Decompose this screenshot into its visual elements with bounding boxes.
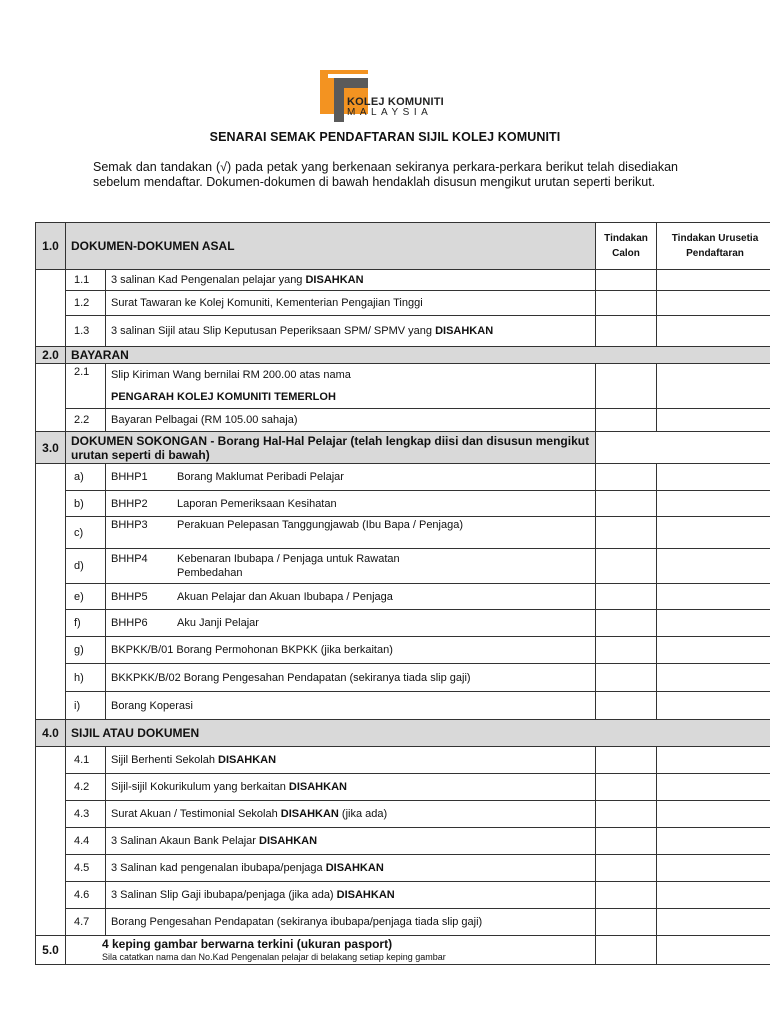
section-title: BAYARAN xyxy=(66,347,770,364)
item-number: 2.2 xyxy=(66,409,106,432)
item-number: 4.5 xyxy=(66,855,106,882)
checklist-row xyxy=(36,747,770,774)
item-number: 4.4 xyxy=(66,828,106,855)
checkbox-calon[interactable] xyxy=(596,549,657,584)
item-text: BHHP6 Aku Janji Pelajar xyxy=(106,610,596,637)
checkbox-calon[interactable] xyxy=(596,584,657,610)
item-text: 3 Salinan kad pengenalan ibubapa/penjaga DISAHKAN xyxy=(106,855,596,882)
checkbox-urusetia[interactable] xyxy=(657,409,770,432)
section-title: SIJIL ATAU DOKUMEN xyxy=(66,720,770,747)
checklist-row xyxy=(36,882,770,909)
item-number: 4.7 xyxy=(66,909,106,936)
checkbox-calon[interactable] xyxy=(596,291,657,316)
item-text: Borang Pengesahan Pendapatan (sekiranya ibubapa/penjaga tiada slip gaji) xyxy=(106,909,596,936)
checklist-row xyxy=(36,909,770,936)
checklist-row xyxy=(36,549,770,584)
checklist-row xyxy=(36,464,770,491)
item-number: h) xyxy=(66,664,106,692)
item-text: 3 salinan Sijil atau Slip Keputusan Peperiksaan SPM/ SPMV yang DISAHKAN xyxy=(106,316,596,347)
checklist-row xyxy=(36,517,770,549)
checkbox-urusetia[interactable] xyxy=(657,747,770,774)
checkbox-urusetia[interactable] xyxy=(657,637,770,664)
checkbox-urusetia[interactable] xyxy=(657,491,770,517)
section-row-5 xyxy=(36,936,770,965)
section-number: 4.0 xyxy=(36,720,66,747)
item-text: BKPKK/B/01 Borang Permohonan BKPKK (jika berkaitan) xyxy=(106,637,596,664)
checkbox-urusetia[interactable] xyxy=(657,316,770,347)
checklist-row xyxy=(36,364,770,409)
instructions-paragraph: Semak dan tandakan (√) pada petak yang berkenaan sekiranya perkara-perkara berikut telah disediakan sebelum mendaftar. Dokumen-dokumen di bawah hendaklah disusun mengikut urutan seperti berikut. xyxy=(93,160,678,189)
item-text: 3 salinan Kad Pengenalan pelajar yang DISAHKAN xyxy=(106,270,596,291)
checkbox-calon[interactable] xyxy=(596,364,657,409)
checkbox-calon[interactable] xyxy=(596,828,657,855)
item-text: Sijil Berhenti Sekolah DISAHKAN xyxy=(106,747,596,774)
item-text: Slip Kiriman Wang bernilai RM 200.00 atas nama PENGARAH KOLEJ KOMUNITI TEMERLOH xyxy=(106,364,596,409)
column-header-calon: Tindakan Calon xyxy=(596,223,657,270)
checkbox-calon[interactable] xyxy=(596,909,657,936)
section-number: 5.0 xyxy=(36,936,66,965)
checklist-table xyxy=(35,222,770,965)
checkbox-calon[interactable] xyxy=(596,936,657,965)
checkbox-urusetia[interactable] xyxy=(657,828,770,855)
checklist-row xyxy=(36,584,770,610)
item-number: 4.3 xyxy=(66,801,106,828)
checklist-row xyxy=(36,855,770,882)
item-text: 3 Salinan Akaun Bank Pelajar DISAHKAN xyxy=(106,828,596,855)
item-number: b) xyxy=(66,491,106,517)
item-text: Surat Akuan / Testimonial Sekolah DISAHKAN (jika ada) xyxy=(106,801,596,828)
checklist-row xyxy=(36,610,770,637)
kolej-komuniti-logo xyxy=(320,70,450,126)
checkbox-urusetia[interactable] xyxy=(657,664,770,692)
section-header-4 xyxy=(36,720,770,747)
item-text: BHHP4 Kebenaran Ibubapa / Penjaga untuk Rawatan Pembedahan xyxy=(106,549,596,584)
checklist-row xyxy=(36,316,770,347)
checkbox-calon[interactable] xyxy=(596,610,657,637)
item-text: BKKPKK/B/02 Borang Pengesahan Pendapatan (sekiranya tiada slip gaji) xyxy=(106,664,596,692)
document-title: SENARAI SEMAK PENDAFTARAN SIJIL KOLEJ KOMUNITI xyxy=(209,130,561,144)
item-number: 2.1 xyxy=(66,364,106,409)
checkbox-urusetia[interactable] xyxy=(657,584,770,610)
item-text: Bayaran Pelbagai (RM 105.00 sahaja) xyxy=(106,409,596,432)
checkbox-urusetia[interactable] xyxy=(657,882,770,909)
item-number: i) xyxy=(66,692,106,720)
checklist-row xyxy=(36,409,770,432)
checkbox-calon[interactable] xyxy=(596,316,657,347)
checkbox-urusetia[interactable] xyxy=(657,936,770,965)
checkbox-calon[interactable] xyxy=(596,774,657,801)
checkbox-calon[interactable] xyxy=(596,491,657,517)
checkbox-urusetia[interactable] xyxy=(657,549,770,584)
checkbox-calon[interactable] xyxy=(596,747,657,774)
item-number: 4.6 xyxy=(66,882,106,909)
checkbox-urusetia[interactable] xyxy=(657,464,770,491)
checklist-row xyxy=(36,291,770,316)
section-number: 2.0 xyxy=(36,347,66,364)
item-number: e) xyxy=(66,584,106,610)
item-text: Sijil-sijil Kokurikulum yang berkaitan DISAHKAN xyxy=(106,774,596,801)
section-title: DOKUMEN-DOKUMEN ASAL xyxy=(66,223,596,270)
logo-text-line1: KOLEJ KOMUNITI xyxy=(347,96,444,108)
checklist-row xyxy=(36,491,770,517)
checkbox-calon[interactable] xyxy=(596,664,657,692)
checklist-row xyxy=(36,801,770,828)
checkbox-calon[interactable] xyxy=(596,855,657,882)
checkbox-urusetia[interactable] xyxy=(657,517,770,549)
checkbox-urusetia[interactable] xyxy=(657,774,770,801)
checkbox-urusetia[interactable] xyxy=(657,291,770,316)
section-header-1 xyxy=(36,223,770,270)
checkbox-urusetia[interactable] xyxy=(657,270,770,291)
item-number: c) xyxy=(66,517,106,549)
checkbox-urusetia[interactable] xyxy=(657,364,770,409)
item-number: 4.1 xyxy=(66,747,106,774)
logo-grey-post xyxy=(334,78,344,122)
checkbox-urusetia[interactable] xyxy=(657,610,770,637)
checkbox-urusetia[interactable] xyxy=(657,801,770,828)
item-number: 1.2 xyxy=(66,291,106,316)
checklist-row xyxy=(36,774,770,801)
logo-text-line2: MALAYSIA xyxy=(347,107,433,118)
item-text: 3 Salinan Slip Gaji ibubapa/penjaga (jika ada) DISAHKAN xyxy=(106,882,596,909)
checkbox-calon[interactable] xyxy=(596,637,657,664)
section-title: 4 keping gambar berwarna terkini (ukuran pasport) xyxy=(102,936,393,951)
section-header-3 xyxy=(36,432,770,464)
checklist-row xyxy=(36,828,770,855)
section-title: DOKUMEN SOKONGAN - Borang Hal-Hal Pelajar (telah lengkap diisi dan disusun mengikut urutan seperti di bawah) xyxy=(66,432,596,464)
item-text: BHHP1 Borang Maklumat Peribadi Pelajar xyxy=(106,464,596,491)
item-text: BHHP3 Perakuan Pelepasan Tanggungjawab (Ibu Bapa / Penjaga) xyxy=(106,517,596,549)
column-header-urusetia: Tindakan Urusetia Pendaftaran xyxy=(657,223,770,270)
checkbox-urusetia[interactable] xyxy=(657,692,770,720)
checklist-row xyxy=(36,270,770,291)
section-header-2 xyxy=(36,347,770,364)
checklist-row xyxy=(36,637,770,664)
checkbox-calon[interactable] xyxy=(596,517,657,549)
item-number: f) xyxy=(66,610,106,637)
item-text: Surat Tawaran ke Kolej Komuniti, Kementerian Pengajian Tinggi xyxy=(106,291,596,316)
checklist-row xyxy=(36,692,770,720)
checkbox-calon[interactable] xyxy=(596,464,657,491)
section-number: 3.0 xyxy=(36,432,66,464)
checklist-row xyxy=(36,664,770,692)
checkbox-urusetia[interactable] xyxy=(657,909,770,936)
section-number: 1.0 xyxy=(36,223,66,270)
checkbox-calon[interactable] xyxy=(596,882,657,909)
item-text: BHHP5 Akuan Pelajar dan Akuan Ibubapa / Penjaga xyxy=(106,584,596,610)
item-number: d) xyxy=(66,549,106,584)
checkbox-urusetia[interactable] xyxy=(657,855,770,882)
item-number: a) xyxy=(66,464,106,491)
checkbox-calon[interactable] xyxy=(596,270,657,291)
section-note: Sila catatkan nama dan No.Kad Pengenalan pelajar di belakang setiap keping gambar xyxy=(102,951,446,962)
item-number: 1.3 xyxy=(66,316,106,347)
item-number: g) xyxy=(66,637,106,664)
item-number: 1.1 xyxy=(66,270,106,291)
checkbox-calon[interactable] xyxy=(596,801,657,828)
item-number: 4.2 xyxy=(66,774,106,801)
item-text: Borang Koperasi xyxy=(106,692,596,720)
checkbox-calon[interactable] xyxy=(596,692,657,720)
item-text: BHHP2 Laporan Pemeriksaan Kesihatan xyxy=(106,491,596,517)
checkbox-calon[interactable] xyxy=(596,409,657,432)
